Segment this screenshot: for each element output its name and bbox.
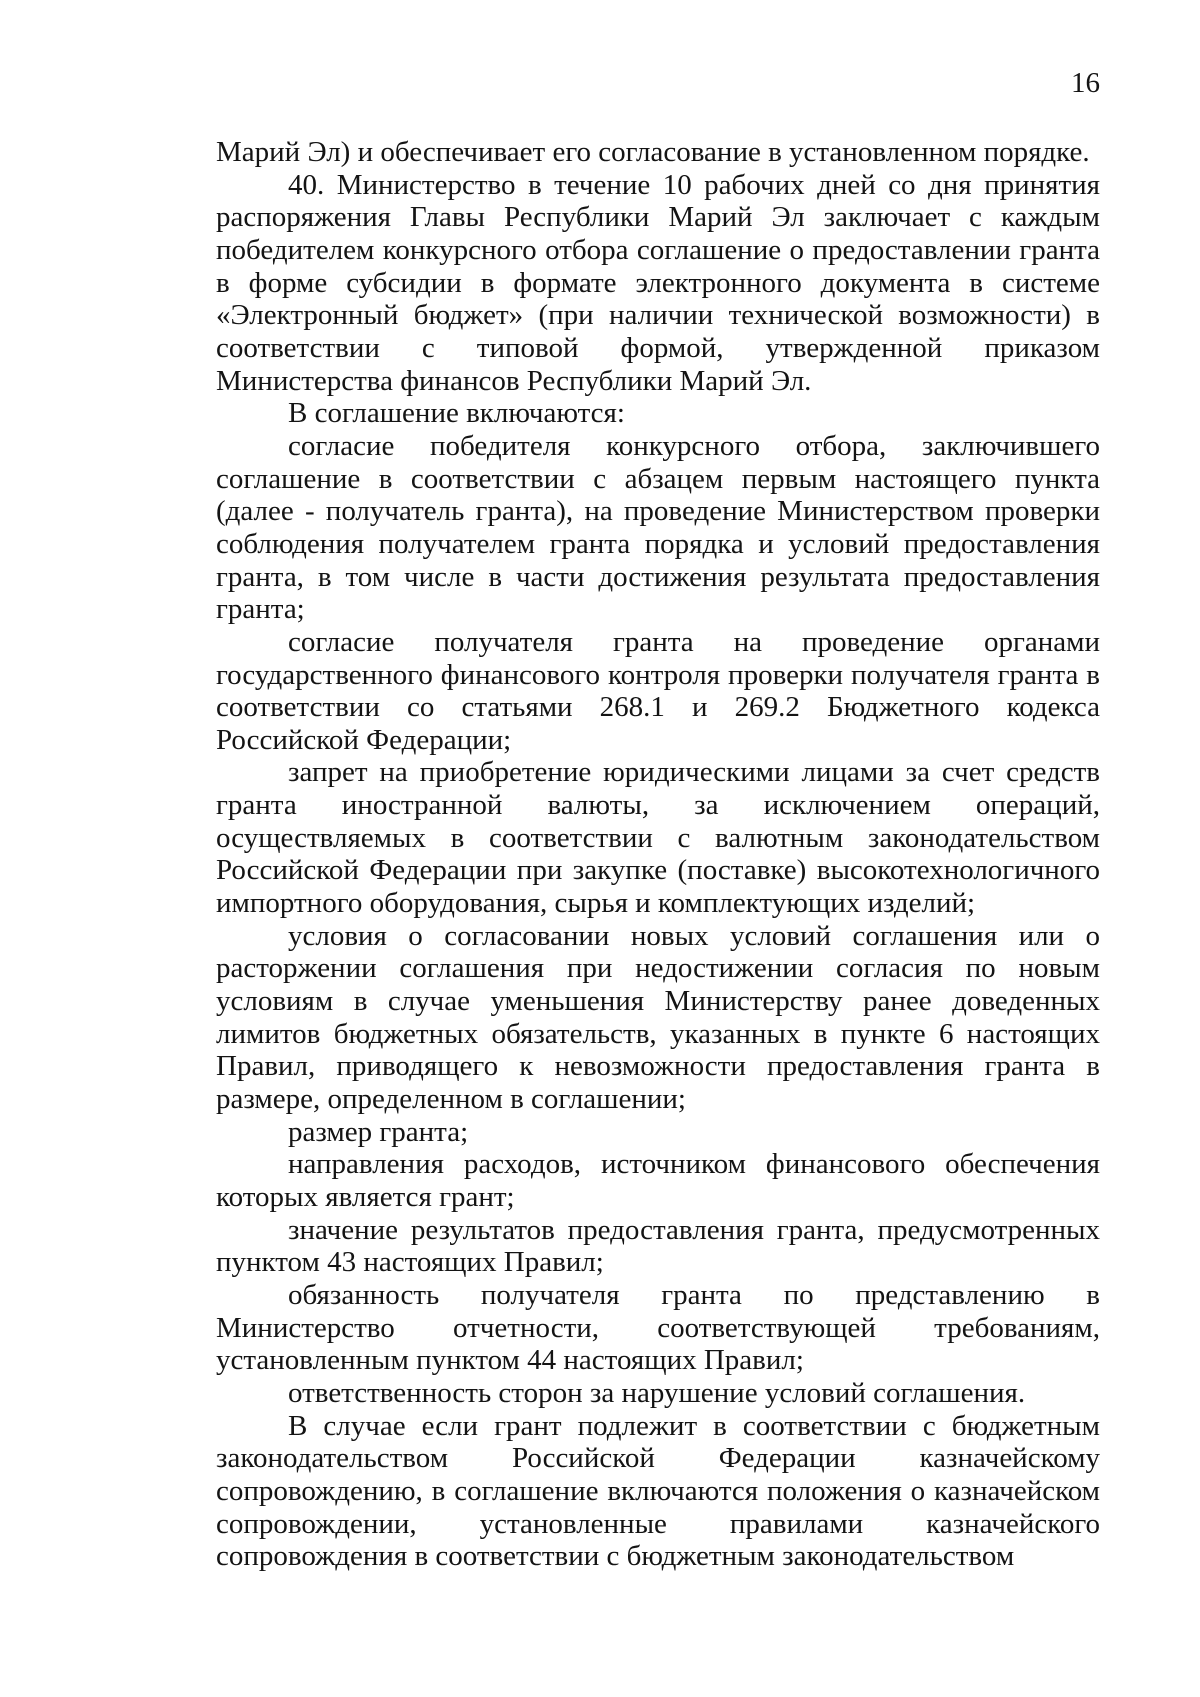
paragraph-consent-winner: согласие победителя конкурсного отбора, заключившего соглашение в соответствии с абзацем первым настоящего пункта (далее - получатель гранта), на проведение Министерством проверки соблюдения получателем гранта порядка и условий предоставления гранта, в том числе в части достижения результата предоставления гранта; xyxy=(216,429,1100,626)
paragraph-currency-ban: запрет на приобретение юридическими лицами за счет средств гранта иностранной валюты, за исключением операций, осуществляемых в соответствии с валютным законодательством Российской Федерации при закупке (поставке) высокотехнологичного импортного оборудования, сырья и комплектующих изделий; xyxy=(216,756,1100,920)
paragraph-expense-directions: направления расходов, источником финансового обеспечения которых является грант; xyxy=(216,1148,1100,1213)
paragraph-agreement-includes: В соглашение включаются: xyxy=(288,397,625,430)
paragraph-treasury-support: В случае если грант подлежит в соответствии с бюджетным законодательством Российской Федерации казначейскому сопровождению, в соглашение включаются положения о казначейском сопровождении, установленные правилами казначейского сопровождения в соответствии с бюджетным законодательством xyxy=(216,1409,1100,1573)
paragraph-new-conditions: условия о согласовании новых условий соглашения или о расторжении соглашения при недостижении согласия по новым условиям в случае уменьшения Министерству ранее доведенных лимитов бюджетных обязательств, указанных в пункте 6 настоящих Правил, приводящего к невозможности предоставления гранта в размере, определенном в соглашении; xyxy=(216,919,1100,1116)
page-number: 16 xyxy=(1071,67,1100,99)
paragraph-consent-control: согласие получателя гранта на проведение органами государственного финансового контроля проверки получателя гранта в соответствии со статьями 268.1 и 269.2 Бюджетного кодекса Российской Федерации; xyxy=(216,625,1100,756)
paragraph-item-40: 40. Министерство в течение 10 рабочих дней со дня принятия распоряжения Главы Республики Марий Эл заключает с каждым победителем конкурсного отбора соглашение о предоставлении гранта в форме субсидии в формате электронного документа в системе «Электронный бюджет» (при наличии технической возможности) в соответствии с типовой формой, утвержденной приказом Министерства финансов Республики Марий Эл. xyxy=(216,168,1100,397)
document-body xyxy=(216,136,1100,1573)
paragraph-continuation: Марий Эл) и обеспечивает его согласование в установленном порядке. xyxy=(216,136,1090,168)
paragraph-result-values: значение результатов предоставления гранта, предусмотренных пунктом 43 настоящих Правил; xyxy=(216,1213,1100,1279)
paragraph-reporting-duty: обязанность получателя гранта по представлению в Министерство отчетности, соответствующей требованиям, установленным пунктом 44 настоящих Правил; xyxy=(216,1278,1100,1377)
paragraph-liability: ответственность сторон за нарушение условий соглашения. xyxy=(288,1376,1026,1409)
paragraph-grant-size: размер гранта; xyxy=(288,1115,469,1148)
